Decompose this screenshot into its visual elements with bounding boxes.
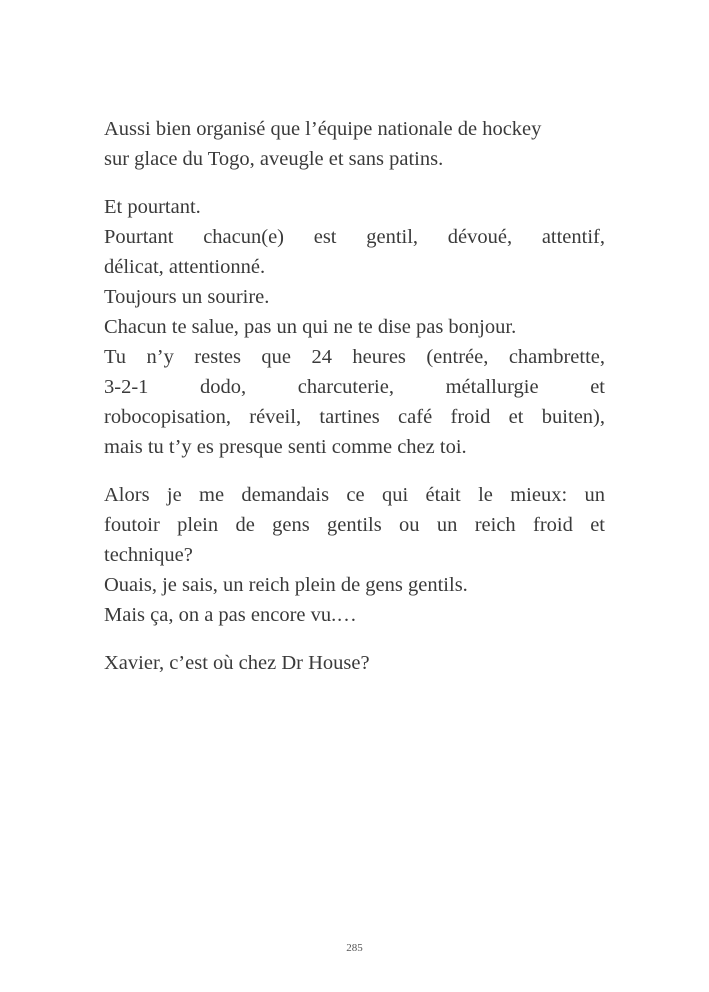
text-line: Pourtant chacun(e) est gentil, dévoué, attentif, [104, 226, 605, 248]
text-line: foutoir plein de gens gentils ou un reich froid et [104, 514, 605, 536]
text-line: technique? [104, 544, 193, 566]
text-line: Toujours un sourire. [104, 286, 270, 308]
paragraph-4 [104, 648, 605, 678]
text-line: Mais ça, on a pas encore vu.… [104, 604, 357, 626]
text-line: 3-2-1 dodo, charcuterie, métallurgie et [104, 376, 605, 398]
text-line: Aussi bien organisé que l’équipe nationale de hockey [104, 118, 542, 140]
text-line: Alors je me demandais ce qui était le mieux: un [104, 484, 605, 506]
paragraph-2 [104, 192, 605, 462]
text-line: Ouais, je sais, un reich plein de gens gentils. [104, 574, 468, 596]
text-line: robocopisation, réveil, tartines café froid et buiten), [104, 406, 605, 428]
text-line: sur glace du Togo, aveugle et sans patins. [104, 148, 444, 170]
text-line: Xavier, c’est où chez Dr House? [104, 652, 370, 674]
paragraph-1 [104, 114, 605, 174]
text-line: délicat, attentionné. [104, 256, 266, 278]
text-line: mais tu t’y es presque senti comme chez toi. [104, 436, 467, 458]
page-body [104, 114, 605, 696]
text-line: Tu n’y restes que 24 heures (entrée, chambrette, [104, 346, 605, 368]
text-line: Chacun te salue, pas un qui ne te dise pas bonjour. [104, 316, 517, 338]
paragraph-3 [104, 480, 605, 630]
text-line: Et pourtant. [104, 196, 201, 218]
page-number: 285 [346, 942, 363, 954]
